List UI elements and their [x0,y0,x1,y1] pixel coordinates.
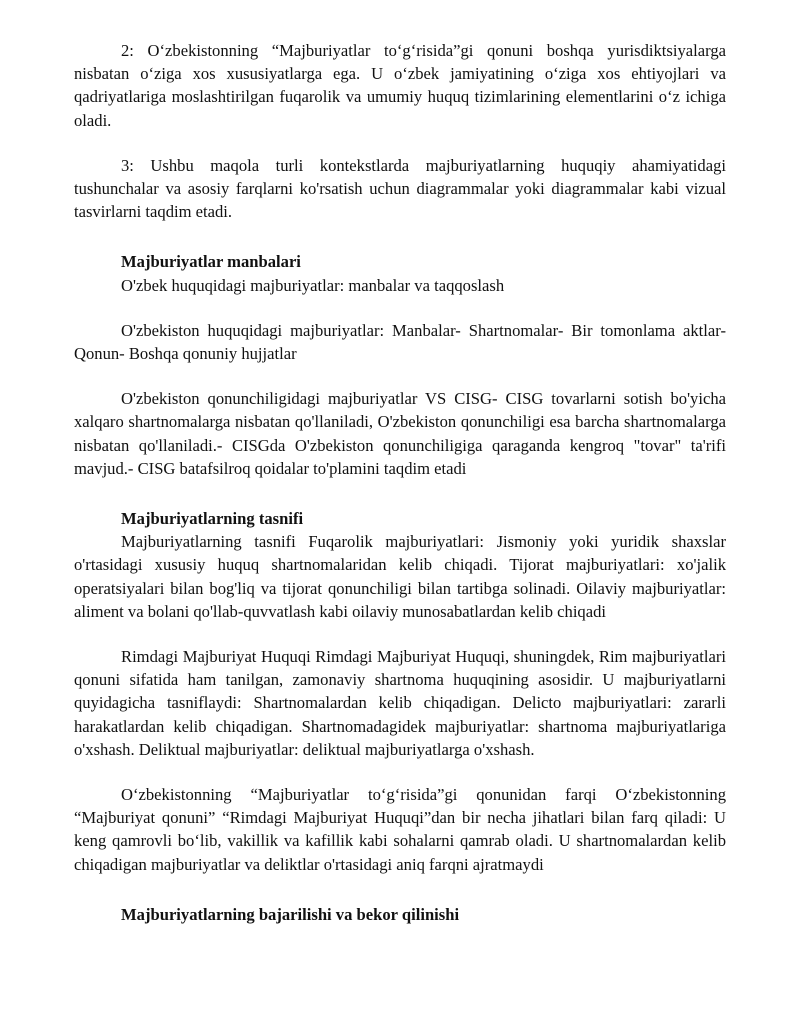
paragraph-sources-list: O'zbekiston huquqidagi majburiyatlar: Manbalar- Shartnomalar- Bir tomonlama aktlar- Qonun- Boshqa qonuniy hujjatlar [74,320,726,364]
paragraph-roman-law: Rimdagi Majburiyat Huquqi Rimdagi Majburiyat Huquqi, shuningdek, Rim majburiyatlari qonuni sifatida ham tanilgan, zamonaviy shartnoma huquqining asosidir. U majburiyatlarni quyidagicha tasniflaydi: Shartnomalardan kelib chiqadigan. Delicto majburiyatlari: zararli harakatlardan kelib chiqadigan. Shartnomadagidek majburiyatlar: shartnoma majburiyatlariga o'xshash. Deliktual majburiyatlar: deliktual majburiyatlarga o'xshash. [74,647,726,759]
paragraph-point-3: 3: Ushbu maqola turli kontekstlarda majburiyatlarning huquqiy ahamiyatidagi tushunchalar va asosiy farqlarni ko'rsatish uchun diagrammalar yoki diagrammalar kabi vizual tasvirlarni taqdim etadi. [74,155,726,222]
paragraph-sources-intro: O'zbek huquqidagi majburiyatlar: manbalar va taqqoslash [121,275,505,295]
paragraph-classification: Majburiyatlarning tasnifi Fuqarolik majburiyatlari: Jismoniy yoki yuridik shaxslar o'rtasidagi xususiy huquq shartnomalaridan kelib chiqadi. Tijorat majburiyatlari: xo'jalik operatsiyalari bilan bog'liq va tijorat qonunchiligi bilan tartibga solinadi. Oilaviy majburiyatlar: aliment va bolani qo'llab-quvvatlash kabi oilaviy munosabatlardan kelib chiqadi [74,532,726,621]
heading-sources: Majburiyatlar manbalari [121,252,301,272]
paragraph-cisg-comparison: O'zbekiston qonunchiligidagi majburiyatlar VS CISG- CISG tovarlarni sotish bo'yicha xalqaro shartnomalarga nisbatan qo'llaniladi, O'zbekiston qonunchiligi esa barcha shartnomalarga nisbatan qo'llaniladi.- CISGda O'zbekiston qonunchiligiga qaraganda kengroq "tovar" ta'rifi mavjud.- CISG batafsilroq qoidalar to'plamini taqdim etadi [74,389,726,478]
heading-classification: Majburiyatlarning tasnifi [121,509,304,529]
paragraph-difference: O‘zbekistonning “Majburiyatlar to‘g‘risida”gi qonunidan farqi O‘zbekistonning “Majburiyat qonuni” “Rimdagi Majburiyat Huquqi”dan bir necha jihatlari bilan farq qiladi: U keng qamrovli bo‘lib, vakillik va kafillik kabi sohalarni qamrab oladi. U shartnomalardan kelib chiqadigan majburiyatlar va deliktlar o'rtasidagi aniq farqni ajratmaydi [74,785,726,874]
paragraph-point-2: 2: O‘zbekistonning “Majburiyatlar to‘g‘risida”gi qonuni boshqa yurisdiktsiyalarga nisbatan o‘ziga xos xususiyatlarga ega. U o‘zbek jamiyatining o‘ziga xos ehtiyojlari va qadriyatlariga moslashtirilgan fuqarolik va umumiy huquq tizimlarining elementlarini o‘z ichiga oladi. [74,41,726,130]
heading-performance: Majburiyatlarning bajarilishi va bekor qilinishi [121,904,460,924]
